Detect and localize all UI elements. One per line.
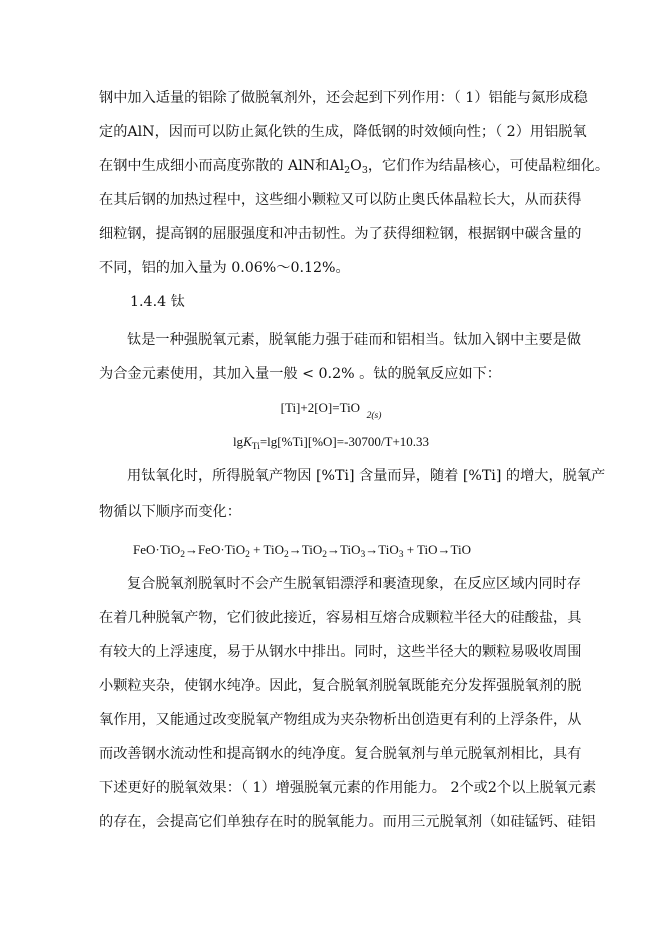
aluminum-line3-text-a: 在钢中生成细小而高度弥散的 AlN和Al <box>99 158 345 174</box>
reaction-equation <box>0 398 662 421</box>
al2o3-subscript-3: 3 <box>361 165 368 176</box>
composite-para-line-1: 复合脱氧剂脱氧时不会产生脱氧铝漂浮和裹渣现象，在反应区域内同时存 <box>127 576 582 592</box>
seq-part-3: + TiO <box>249 542 284 557</box>
composite-para-line-5: 氧作用，又能通过改变脱氧产物组成为夹杂物析出创造更有利的上浮条件，从 <box>99 712 582 728</box>
aluminum-para-line-5: 细粒钢，提高钢的屈服强度和冲击韧性。为了获得细粒钢，根据钢中碳含量的 <box>99 226 582 242</box>
composite-para-line-7: 下述更好的脱氧效果：（ 1）增强脱氧元素的作用能力。 2个或2个以上脱氧元素 <box>99 780 597 796</box>
composite-para-line-8: 的存在，会提高它们单独存在时的脱氧能力。而用三元脱氧剂（如硅锰钙、硅铝 <box>99 814 596 830</box>
composite-para-line-3: 有较大的上浮速度，易于从钢水中排出。同时，这些半径大的颗粒易吸收周围 <box>99 644 582 660</box>
composite-para-line-6: 而改善钢水流动性和提高钢水的纯净度。复合脱氧剂与单元脱氧剂相比，具有 <box>99 746 582 762</box>
seq-sub-1: 2 <box>180 550 185 560</box>
al2o3-oxygen: O <box>350 158 362 174</box>
seq-part-6: →TiO <box>365 542 399 557</box>
products-para-line-2: 物循以下顺序而变化： <box>99 504 241 520</box>
reaction-equation-lhs: [Ti]+2[O]=TiO <box>280 400 361 415</box>
aluminum-para-line-4: 在其后钢的加热过程中，这些细小颗粒又可以防止奥氏体晶粒长大，从而获得 <box>99 192 582 208</box>
oxidation-product-sequence <box>133 540 471 560</box>
seq-sub-2: 2 <box>245 550 250 560</box>
titanium-para-line-2: 为合金元素使用，其加入量一般 < 0.2% 。钛的脱氧反应如下： <box>99 366 501 382</box>
seq-part-4: →TiO <box>288 542 323 557</box>
equilibrium-k-subscript: Ti <box>251 442 260 452</box>
aluminum-para-line-2: 定的AlN，因而可以防止氮化铁的生成，降低钢的时效倾向性；（ 2）用铝脱氧 <box>99 124 587 140</box>
seq-part-2: →FeO·TiO <box>184 542 246 557</box>
equilibrium-k: K <box>243 434 252 449</box>
seq-part-7: + TiO→TiO <box>403 542 472 557</box>
aluminum-para-line-6: 不同，铝的加入量为 0.06%～0.12%。 <box>99 260 350 276</box>
seq-sub-3: 2 <box>284 550 289 560</box>
titanium-para-line-1: 钛是一种强脱氧元素，脱氧能力强于硅而和铝相当。钛加入钢中主要是做 <box>127 332 582 348</box>
composite-para-line-4: 小颗粒夹杂，使钢水纯净。因此，复合脱氧剂脱氧既能充分发挥强脱氧剂的脱 <box>99 678 582 694</box>
composite-para-line-2: 在着几种脱氧产物，它们彼此接近，容易相互熔合成颗粒半径大的硅酸盐，具 <box>99 610 582 626</box>
equilibrium-prefix: lg <box>232 434 244 449</box>
equilibrium-rest: =lg[%Ti][%O]=-30700/T+10.33 <box>259 434 430 449</box>
seq-sub-4: 2 <box>322 550 327 560</box>
equilibrium-equation <box>0 432 662 452</box>
aluminum-line3-text-b: ，它们作为结晶核心，可使晶粒细化。 <box>367 158 610 174</box>
seq-sub-5: 3 <box>360 550 366 560</box>
aluminum-para-line-1: 钢中加入适量的铝除了做脱氧剂外，还会起到下列作用：（ 1）铝能与氮形成稳 <box>99 90 588 106</box>
reaction-equation-state: 2(s) <box>366 411 382 421</box>
seq-sub-6: 3 <box>398 550 404 560</box>
seq-part-1: FeO·TiO <box>133 542 181 557</box>
aluminum-para-line-3 <box>99 156 609 176</box>
products-para-line-1: 用钛氧化时，所得脱氧产物因 [%Ti] 含量而异，随着 [%Ti] 的增大，脱氧产 <box>127 468 606 484</box>
seq-part-5: →TiO <box>326 542 361 557</box>
section-heading: 1.4.4 钛 <box>130 294 185 310</box>
al2o3-subscript-2: 2 <box>344 165 351 176</box>
